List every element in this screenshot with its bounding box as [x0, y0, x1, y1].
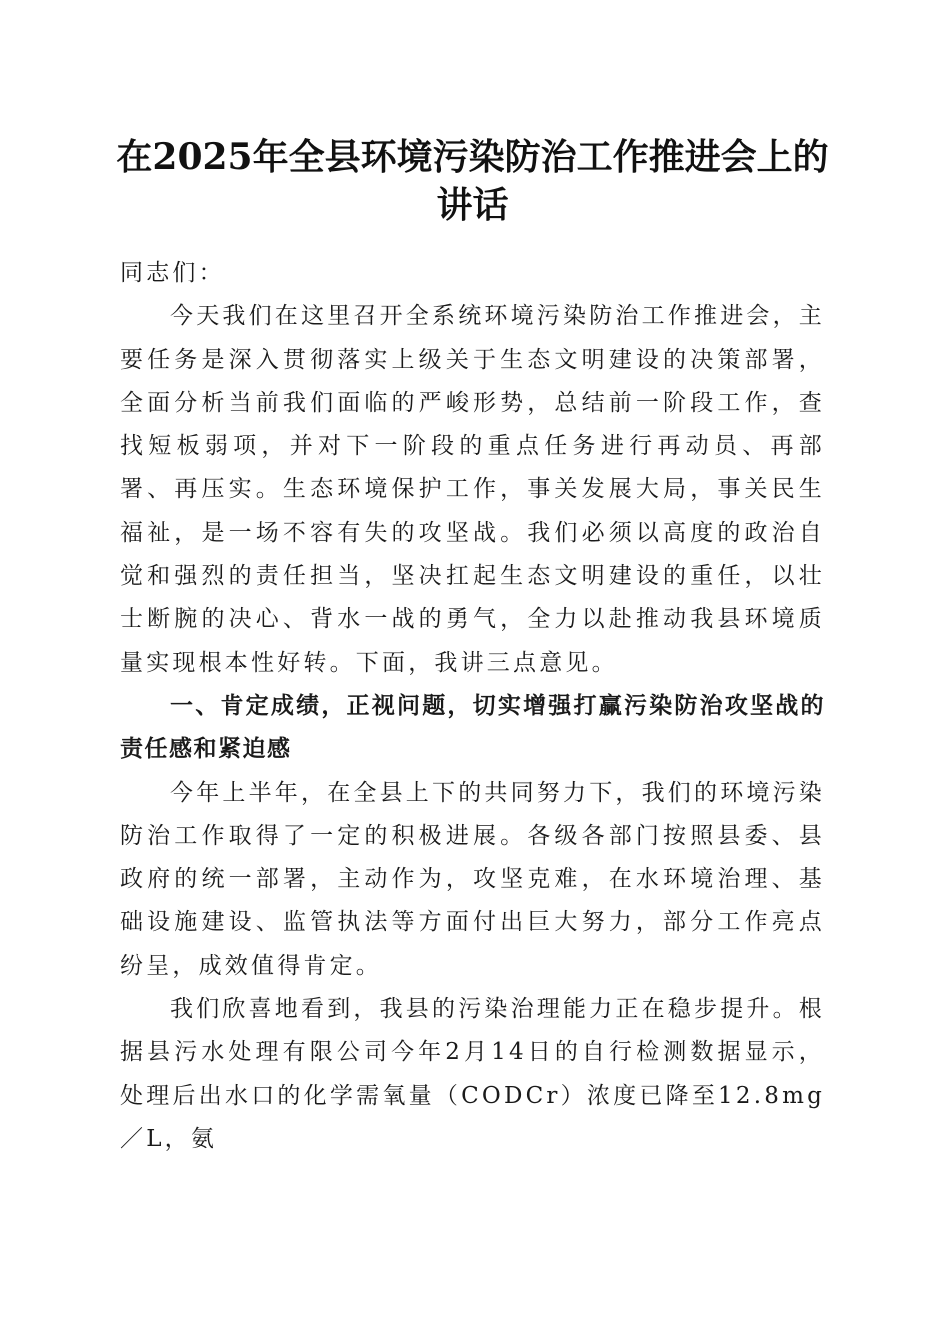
document-body — [120, 252, 825, 1161]
title-line-2: 讲话 — [436, 184, 509, 226]
document-title — [80, 133, 865, 229]
paragraph-capacity: 我们欣喜地看到，我县的污染治理能力正在稳步提升。根据县污水处理有限公司今年2月14日的自行检测数据显示，处理后出水口的化学需氧量（CODCr）浓度已降至12.8mg／L，氨 — [120, 996, 825, 1152]
paragraph-intro: 今天我们在这里召开全系统环境污染防治工作推进会，主要任务是深入贯彻落实上级关于生态文明建设的决策部署，全面分析当前我们面临的严峻形势，总结前一阶段工作，查找短板弱项，并对下一阶段的重点任务进行再动员、再部署、再压实。生态环境保护工作，事关发展大局，事关民生福祉，是一场不容有失的攻坚战。我们必须以高度的政治自觉和强烈的责任担当，坚决扛起生态文明建设的重任，以壮士断腕的决心、背水一战的勇气，全力以赴推动我县环境质量实现根本性好转。下面，我讲三点意见。 — [120, 303, 825, 676]
paragraph-progress: 今年上半年，在全县上下的共同努力下，我们的环境污染防治工作取得了一定的积极进展。各级各部门按照县委、县政府的统一部署，主动作为，攻坚克难，在水环境治理、基础设施建设、监管执法等方面付出巨大努力，部分工作亮点纷呈，成效值得肯定。 — [120, 779, 825, 979]
title-line-1: 在2025年全县环境污染防治工作推进会上的 — [116, 136, 829, 178]
salutation: 同志们： — [120, 260, 225, 286]
section-heading-1: 一、肯定成绩，正视问题，切实增强打赢污染防治攻坚战的责任感和紧迫感 — [120, 692, 825, 763]
